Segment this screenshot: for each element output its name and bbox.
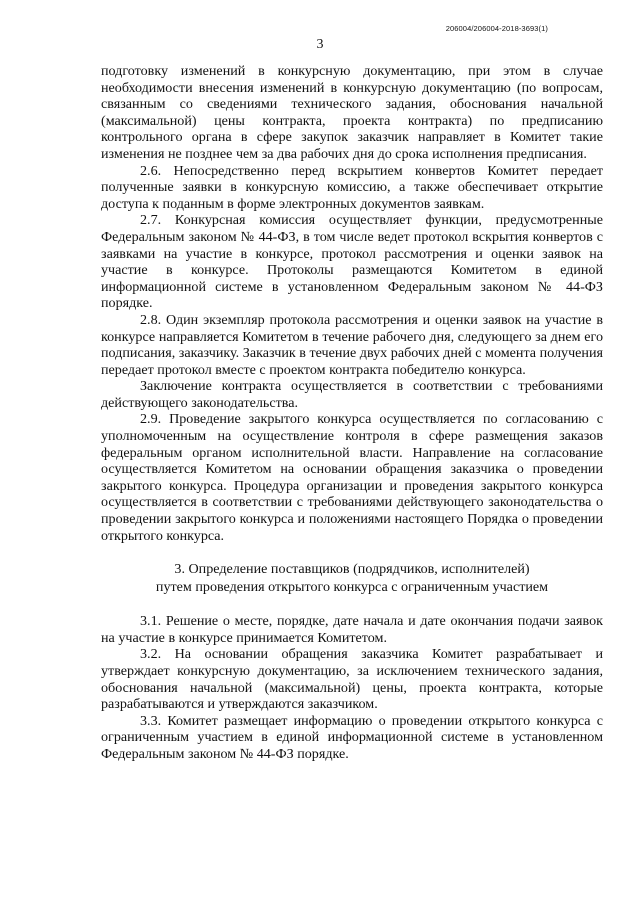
paragraph-3-1: 3.1. Решение о месте, порядке, дате начала и дате окончания подачи заявок на участие в конкурсе принимается Комитетом. bbox=[101, 613, 603, 646]
paragraph-contract-conclusion: Заключение контракта осуществляется в соответствии с требованиями действующего законодательства. bbox=[101, 378, 603, 411]
paragraph-3-2: 3.2. На основании обращения заказчика Комитет разрабатывает и утверждает конкурсную документацию, за исключением технического задания, обоснования начальной (максимальной) цены, проекта контракта, которые разрабатываются и утверждаются заказчиком. bbox=[101, 646, 603, 713]
paragraph-3-3: 3.3. Комитет размещает информацию о проведении открытого конкурса с ограниченным участием в единой информационной системе в установленном Федеральным законом № 44-ФЗ порядке. bbox=[101, 712, 603, 762]
section-heading-line-1: 3. Определение поставщиков (подрядчиков, исполнителей) bbox=[174, 561, 530, 578]
paragraph-2-7: 2.7. Конкурсная комиссия осуществляет функции, предусмотренные Федеральным законом № 44-ФЗ, в том числе ведет протокол вскрытия конвертов с заявками на участие в конкурсе, протокол рассмотрения и оценки заявок на участие в конкурсе. Протоколы размещаются Комитетом в единой информационной системе в установленном Федеральным законом № 44-ФЗ порядке. bbox=[101, 212, 603, 312]
document-body bbox=[101, 63, 603, 763]
paragraph-2-9: 2.9. Проведение закрытого конкурса осуществляется по согласованию с уполномоченным на осуществление контроля в сфере размещения заказов федеральным органом исполнительной власти. Направление на согласование осуществляется Комитетом на основании обращения заказчика о проведении закрытого конкурса. Процедура организации и проведения закрытого конкурса осуществляется в соответствии с требованиями действующего законодательства о проведении закрытого конкурса и положениями настоящего Порядка о проведении открытого конкурса. bbox=[101, 411, 603, 544]
section-3-heading bbox=[101, 560, 603, 596]
section-heading-line-2: путем проведения открытого конкурса с ограниченным участием bbox=[155, 579, 549, 596]
paragraph-2-8: 2.8. Один экземпляр протокола рассмотрения и оценки заявок на участие в конкурсе направляется Комитетом в течение рабочего дня, следующего за днем его подписания, заказчику. Заказчик в течение двух рабочих дней с момента получения передает протокол вместе с проектом контракта победителю конкурса. bbox=[101, 311, 603, 378]
paragraph-2-6: 2.6. Непосредственно перед вскрытием конвертов Комитет передает полученные заявки в конкурсную комиссию, а также обеспечивает открытие доступа к поданным в форме электронных документов заявкам. bbox=[101, 162, 603, 212]
paragraph-continuation: подготовку изменений в конкурсную документацию, при этом в случае необходимости внесения изменений в конкурсную документацию (по вопросам, связанным со сведениями технического задания, обоснования начальной (максимальной) цены контракта, проекта контракта) по предписанию контрольного органа в сфере закупок заказчик направляет в Комитет такие изменения не позднее чем за два рабочих дня до срока исполнения предписания. bbox=[101, 63, 603, 162]
document-id: 206004/206004-2018-3693(1) bbox=[445, 24, 548, 33]
page-number: 3 bbox=[316, 37, 324, 52]
